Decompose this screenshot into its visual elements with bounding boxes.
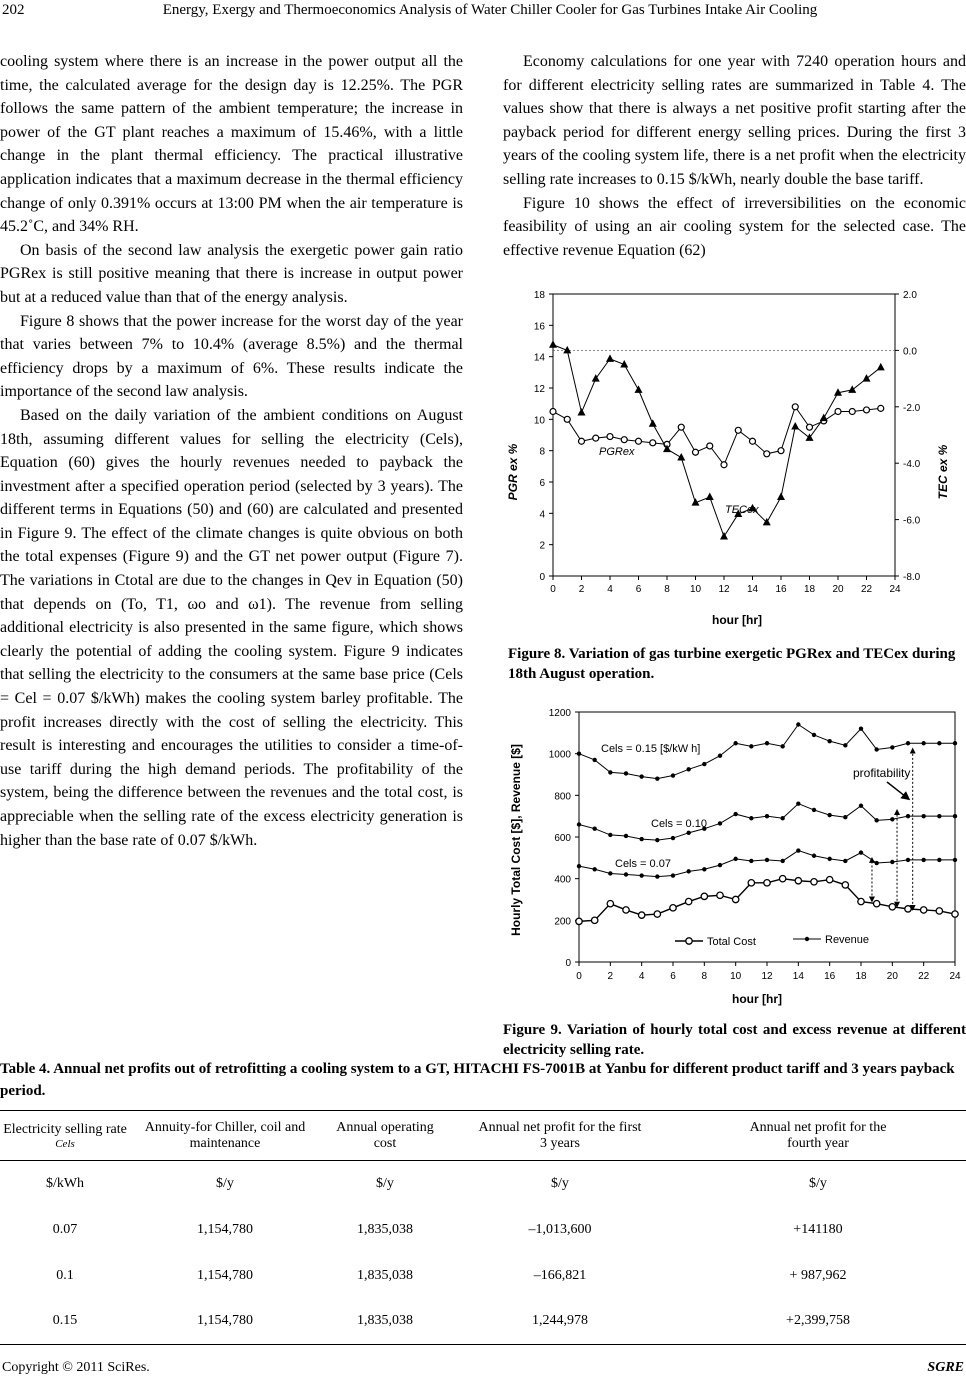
revenue-point	[921, 858, 925, 862]
y2-tick-label: 0.0	[903, 346, 917, 358]
revenue-point	[608, 871, 612, 875]
paragraph: On basis of the second law analysis the exergetic power gain ratio PGRex is still positive meaning that there is increase in output power but at a reduced value than that of the energy analysis.	[0, 241, 463, 306]
page-number: 202	[2, 2, 25, 18]
x-tick-label: 2	[607, 971, 614, 982]
x-tick-label: 18	[803, 584, 816, 595]
header-cell	[320, 1111, 450, 1161]
x-tick-label: 12	[761, 971, 773, 982]
revenue-point	[780, 859, 784, 863]
revenue-point	[608, 833, 612, 837]
table-cell: 1,244,978	[532, 1313, 588, 1329]
y-axis-label: PGR ex %	[506, 443, 520, 501]
revenue-point	[843, 859, 847, 863]
table-cell: 1,154,780	[197, 1221, 253, 1237]
pgr-data-point	[864, 407, 870, 413]
pgr-data-point	[764, 451, 770, 457]
x-tick-label: 22	[918, 971, 930, 982]
x-tick-label: 24	[949, 971, 961, 982]
revenue-point	[953, 814, 957, 818]
pgr-data-point	[550, 409, 556, 415]
revenue-point	[937, 858, 941, 862]
table-cell: $/y	[376, 1175, 394, 1191]
figure-8-chart	[503, 282, 966, 637]
header-text: Annual net profit for the first	[478, 1119, 642, 1135]
revenue-point	[874, 861, 878, 865]
revenue-point	[718, 821, 722, 825]
tec-data-point	[820, 414, 828, 422]
paragraph: Economy calculations for one year with 7240 operation hours and for different electricity selling rates are summarized in Table 4. The values show that there is always a net positive profit starting after the payback period for different energy selling prices. During the first 3 years of the cooling system life, there is a net profit when the electricity selling rate increases to 0.15 $/kWh, nearly double the base tariff.	[503, 53, 966, 188]
revenue-point	[624, 834, 628, 838]
table-row	[0, 1299, 966, 1345]
revenue-point	[655, 838, 659, 842]
revenue-point	[859, 804, 863, 808]
revenue-point	[655, 874, 659, 878]
y2-tick-label: -6.0	[903, 515, 921, 527]
y-tick-label: 12	[533, 384, 545, 395]
pgr-data-point	[792, 404, 798, 410]
x-tick-label: 22	[860, 584, 873, 595]
header-text: Annual net profit for the	[749, 1119, 887, 1135]
y-tick-label: 200	[554, 916, 571, 928]
tec-data-point	[848, 385, 856, 393]
revenue-point	[702, 867, 706, 871]
table-header-row	[0, 1111, 966, 1161]
total-cost-point	[654, 911, 660, 917]
y-axis-label: Hourly Total Cost [$], Revenue [$]	[509, 744, 523, 936]
table-cell: $/y	[551, 1175, 569, 1191]
total-cost-point	[717, 892, 723, 898]
pgr-data-point	[636, 438, 642, 444]
revenue-point	[874, 747, 878, 751]
y2-tick-label: -4.0	[903, 459, 921, 471]
table-cell: $/y	[809, 1175, 827, 1191]
pgr-data-point	[621, 437, 627, 443]
revenue-point	[733, 812, 737, 816]
header-text: 3 years	[539, 1135, 581, 1151]
total-cost-point	[701, 893, 707, 899]
figure-9-caption: Figure 9. Variation of hourly total cost and excess revenue at different electricity selling rate.	[503, 1022, 966, 1058]
revenue-point	[890, 745, 894, 749]
y2-axis-label: TEC ex %	[936, 444, 950, 500]
y-tick-label: 8	[539, 446, 545, 458]
revenue-point	[608, 770, 612, 774]
table-cell: 1,154,780	[197, 1267, 253, 1283]
paragraph: cooling system where there is an increase in the power output all the time, the calculated average for the design day is 12.25%. The PGR follows the same pattern of the ambient temperature; the increase in power of the GT plant reaches a maximum of 15.46%, with a little change in the plant thermal efficiency. The practical illustrative application indicates that a maximum decrease in the thermal efficiency change of only 0.391% occurs at 13:00 PM when the air temperature is 45.2˚C, and 34% RH.	[0, 53, 463, 236]
paragraph: Figure 8 shows that the power increase for the worst day of the year that varies between 7% to 10.4% (average 8.5%) and the thermal efficiency drops by a maximum of 6%. These results indicate the importance of the second law analysis.	[0, 312, 463, 401]
tec-annotation: TECex	[725, 504, 759, 516]
tec-data-point	[863, 374, 871, 382]
tec-data-point	[549, 340, 557, 348]
revenue-line	[579, 804, 955, 840]
y-tick-label: 0	[539, 572, 545, 583]
revenue-point	[796, 722, 800, 726]
running-title: Energy, Exergy and Thermoeconomics Analysis of Water Chiller Cooler for Gas Turbines Intake Air Cooling	[162, 2, 818, 18]
revenue-point	[749, 859, 753, 863]
tec-data-point	[635, 385, 643, 393]
revenue-point	[733, 741, 737, 745]
y-tick-label: 4	[539, 509, 545, 521]
revenue-point	[953, 858, 957, 862]
table-cell: 1,154,780	[197, 1313, 253, 1329]
table-units-row	[0, 1161, 966, 1207]
header-cell	[130, 1111, 320, 1161]
total-cost-point	[576, 918, 582, 924]
revenue-point	[890, 817, 894, 821]
total-cost-point	[905, 906, 911, 912]
total-cost-point	[591, 917, 597, 923]
y-tick-label: 16	[533, 321, 545, 333]
table-cell: + 987,962	[789, 1267, 847, 1283]
tec-data-point	[606, 354, 614, 362]
pgr-data-point	[878, 405, 884, 411]
x-tick-label: 6	[635, 584, 642, 595]
header-text: Cels	[55, 1137, 75, 1150]
total-cost-point	[685, 898, 691, 904]
revenue-point	[749, 744, 753, 748]
revenue-point	[937, 814, 941, 818]
tec-series-line	[553, 345, 881, 537]
revenue-point	[733, 857, 737, 861]
x-tick-label: 14	[746, 584, 759, 595]
revenue-point	[812, 733, 816, 737]
pgr-annotation: PGRex	[599, 446, 635, 458]
header-text: fourth year	[787, 1135, 849, 1151]
header-cell	[0, 1111, 130, 1161]
table-4	[0, 1110, 966, 1345]
revenue-point	[906, 814, 910, 818]
figure-9-chart	[503, 700, 966, 1010]
revenue-point	[592, 826, 596, 830]
annotation-cels-007: Cels = 0.07	[615, 858, 671, 870]
revenue-point	[780, 816, 784, 820]
total-cost-point	[795, 878, 801, 884]
pgr-data-point	[707, 443, 713, 449]
header-cell	[450, 1111, 670, 1161]
total-cost-point	[623, 907, 629, 913]
pgr-data-point	[564, 416, 570, 422]
total-cost-point	[826, 877, 832, 883]
total-cost-point	[842, 882, 848, 888]
revenue-point	[843, 815, 847, 819]
revenue-point	[765, 858, 769, 862]
journal-abbrev: SGRE	[927, 1360, 964, 1375]
table-cell: 0.1	[56, 1267, 74, 1283]
y-tick-label: 1000	[548, 749, 571, 761]
y2-tick-label: -8.0	[903, 572, 921, 583]
revenue-point	[890, 860, 894, 864]
revenue-point	[718, 863, 722, 867]
y-tick-label: 0	[565, 958, 571, 969]
x-tick-label: 8	[664, 584, 670, 595]
revenue-point	[686, 767, 690, 771]
revenue-point	[702, 762, 706, 766]
table-cell: +141180	[793, 1221, 843, 1237]
pgr-data-point	[579, 438, 585, 444]
revenue-point	[655, 776, 659, 780]
table-cell: 0.07	[52, 1221, 78, 1237]
table-cell: 1,835,038	[357, 1313, 413, 1329]
left-column	[0, 50, 463, 852]
x-tick-label: 20	[886, 971, 898, 982]
table-row	[0, 1253, 966, 1299]
y-tick-label: 10	[533, 415, 545, 427]
total-cost-point	[732, 896, 738, 902]
annotation-cels-010: Cels = 0.10	[651, 818, 707, 830]
revenue-point	[686, 869, 690, 873]
y-tick-label: 400	[554, 874, 571, 886]
tec-data-point	[706, 493, 714, 501]
running-header	[0, 0, 966, 26]
y-tick-label: 6	[539, 478, 545, 489]
x-tick-label: 8	[701, 971, 708, 982]
legend-total-cost: Total Cost	[707, 936, 756, 948]
pgr-data-point	[593, 435, 599, 441]
revenue-point	[624, 872, 628, 876]
total-cost-point	[858, 898, 864, 904]
x-tick-label: 18	[855, 971, 867, 982]
revenue-point	[718, 754, 722, 758]
pgr-data-point	[693, 449, 699, 455]
revenue-point	[921, 814, 925, 818]
figure-8-caption: Figure 8. Variation of gas turbine exergetic PGRex and TECex during 18th August operation.	[508, 646, 956, 682]
total-cost-point	[764, 880, 770, 886]
header-text: Electricity selling rate	[3, 1121, 127, 1137]
x-tick-label: 2	[578, 584, 585, 595]
revenue-point	[639, 837, 643, 841]
revenue-point	[577, 751, 581, 755]
revenue-point	[765, 741, 769, 745]
revenue-point	[827, 739, 831, 743]
revenue-point	[937, 741, 941, 745]
legend-revenue-marker	[805, 937, 809, 941]
pgr-data-point	[678, 424, 684, 430]
pgr-data-point	[721, 462, 727, 468]
total-cost-point	[811, 879, 817, 885]
x-tick-label: 12	[718, 584, 730, 595]
total-cost-point	[748, 880, 754, 886]
header-text: Annual operating	[336, 1119, 434, 1135]
revenue-point	[812, 808, 816, 812]
x-tick-label: 20	[832, 584, 844, 595]
pgr-data-point	[650, 440, 656, 446]
tec-data-point	[720, 532, 728, 540]
y-tick-label: 14	[533, 352, 545, 364]
revenue-point	[843, 743, 847, 747]
table-row	[0, 1207, 966, 1253]
revenue-point	[827, 857, 831, 861]
header-text: Annuity-for Chiller, coil and	[144, 1119, 306, 1135]
revenue-point	[686, 831, 690, 835]
header-text: maintenance	[189, 1135, 261, 1151]
x-tick-label: 10	[689, 584, 702, 595]
x-axis-label: hour [hr]	[732, 992, 782, 1006]
y-tick-label: 600	[554, 833, 571, 844]
legend-total-cost-marker	[686, 938, 692, 944]
tec-data-point	[649, 419, 657, 427]
revenue-point	[592, 867, 596, 871]
x-tick-label: 16	[775, 584, 787, 595]
revenue-point	[671, 773, 675, 777]
revenue-point	[639, 873, 643, 877]
total-cost-point	[936, 908, 942, 914]
y-tick-label: 18	[533, 290, 545, 301]
pgr-data-point	[807, 424, 813, 430]
copyright: Copyright © 2011 SciRes.	[2, 1360, 150, 1375]
revenue-point	[827, 813, 831, 817]
right-column	[503, 50, 966, 262]
revenue-point	[592, 758, 596, 762]
revenue-point	[859, 726, 863, 730]
revenue-point	[780, 744, 784, 748]
x-tick-label: 24	[889, 584, 901, 595]
annotation-profitability: profitability	[853, 766, 911, 780]
tec-data-point	[791, 422, 799, 430]
total-cost-point	[638, 912, 644, 918]
table-cell: –166,821	[533, 1267, 587, 1283]
y-tick-label: 1200	[548, 708, 571, 719]
x-tick-label: 0	[550, 584, 556, 595]
table-cell: 1,835,038	[357, 1221, 413, 1237]
total-cost-point	[607, 900, 613, 906]
table-cell: +2,399,758	[786, 1313, 850, 1329]
y-tick-label: 2	[539, 540, 545, 552]
pgr-data-point	[778, 448, 784, 454]
pgr-data-point	[750, 438, 756, 444]
legend-revenue: Revenue	[825, 934, 870, 946]
x-tick-label: 4	[638, 971, 645, 982]
revenue-point	[812, 854, 816, 858]
revenue-point	[906, 741, 910, 745]
revenue-point	[874, 818, 878, 822]
revenue-point	[796, 848, 800, 852]
revenue-point	[749, 816, 753, 820]
total-cost-point	[779, 875, 785, 881]
table-cell: $/y	[216, 1175, 234, 1191]
pgr-data-point	[735, 427, 741, 433]
pgr-data-point	[835, 409, 841, 415]
tec-data-point	[877, 363, 885, 371]
x-tick-label: 10	[730, 971, 742, 982]
table-4-caption: Table 4. Annual net profits out of retrofitting a cooling system to a GT, HITACHI FS-7001B at Yanbu for different product tariff and 3 years payback period.	[0, 1061, 955, 1099]
total-cost-point	[889, 904, 895, 910]
revenue-point	[859, 850, 863, 854]
tec-data-point	[677, 453, 685, 461]
table-cell: –1,013,600	[528, 1221, 592, 1237]
revenue-point	[577, 864, 581, 868]
revenue-point	[671, 873, 675, 877]
header-text: cost	[373, 1135, 397, 1151]
total-cost-point	[873, 900, 879, 906]
x-tick-label: 14	[792, 971, 804, 982]
tec-data-point	[777, 493, 785, 501]
revenue-point	[671, 836, 675, 840]
revenue-point	[765, 814, 769, 818]
paragraph: Based on the daily variation of the ambient conditions on August 18th, assuming different values for selling the electricity (Cels), Equation (60) gives the hourly revenues needed to payback the investment after a specified operation period (selected by 3 years). The different terms in Equations (50) and (60) are calculated and presented in Figure 9. The effect of the climate changes is quite obvious on both the total expenses (Figure 9) and the GT net power output (Figure 7). The variations in Ctotal are due to the changes in Qev in Equation (50) that depends on (To, T1, ωo and ω1). The revenue from selling additional electricity is also presented in the same figure, which shows clearly the potential of adding the cooling system. Figure 9 indicates that selling the electricity to the consumers at the same base price (Cels = Cel = 0.07 $/kWh) makes the cooling system barley profitable. The profit increases directly with the cost of selling the electricity. This result is interesting and encourages the utilities to consider a time-of-use tariff during the high demand periods. The profitability of the system, being the difference between the revenues and the total cost, is appreciable when the selling rate of the excess electricity generation is higher than the base rate of 0.07 $/kWh.	[0, 406, 463, 849]
revenue-point	[953, 741, 957, 745]
pgr-data-point	[849, 409, 855, 415]
x-axis-label: hour [hr]	[712, 613, 762, 627]
y-tick-label: 800	[554, 791, 571, 803]
table-cell: 0.15	[52, 1313, 78, 1329]
header-cell	[670, 1111, 966, 1161]
total-cost-point	[952, 911, 958, 917]
total-cost-point	[920, 907, 926, 913]
tec-data-point	[578, 408, 586, 416]
revenue-point	[577, 822, 581, 826]
total-cost-point	[670, 905, 676, 911]
x-tick-label: 6	[670, 971, 676, 982]
annotation-cels-015: Cels = 0.15 [$/kW h]	[601, 743, 701, 755]
profitability-pointer	[887, 782, 907, 797]
revenue-point	[796, 801, 800, 805]
y2-tick-label: 2.0	[903, 290, 917, 301]
x-tick-label: 4	[607, 584, 613, 595]
pgr-data-point	[607, 434, 613, 440]
revenue-point	[624, 771, 628, 775]
paragraph: Figure 10 shows the effect of irreversibilities on the economic feasibility of using an air cooling system for the selected case. The effective revenue Equation (62)	[503, 194, 966, 259]
revenue-point	[921, 741, 925, 745]
table-cell: 1,835,038	[357, 1267, 413, 1283]
table-cell: $/kWh	[45, 1175, 85, 1191]
revenue-point	[906, 858, 910, 862]
revenue-point	[639, 774, 643, 778]
x-tick-label: 16	[824, 971, 836, 982]
y2-tick-label: -2.0	[903, 402, 921, 414]
x-tick-label: 0	[576, 971, 582, 982]
